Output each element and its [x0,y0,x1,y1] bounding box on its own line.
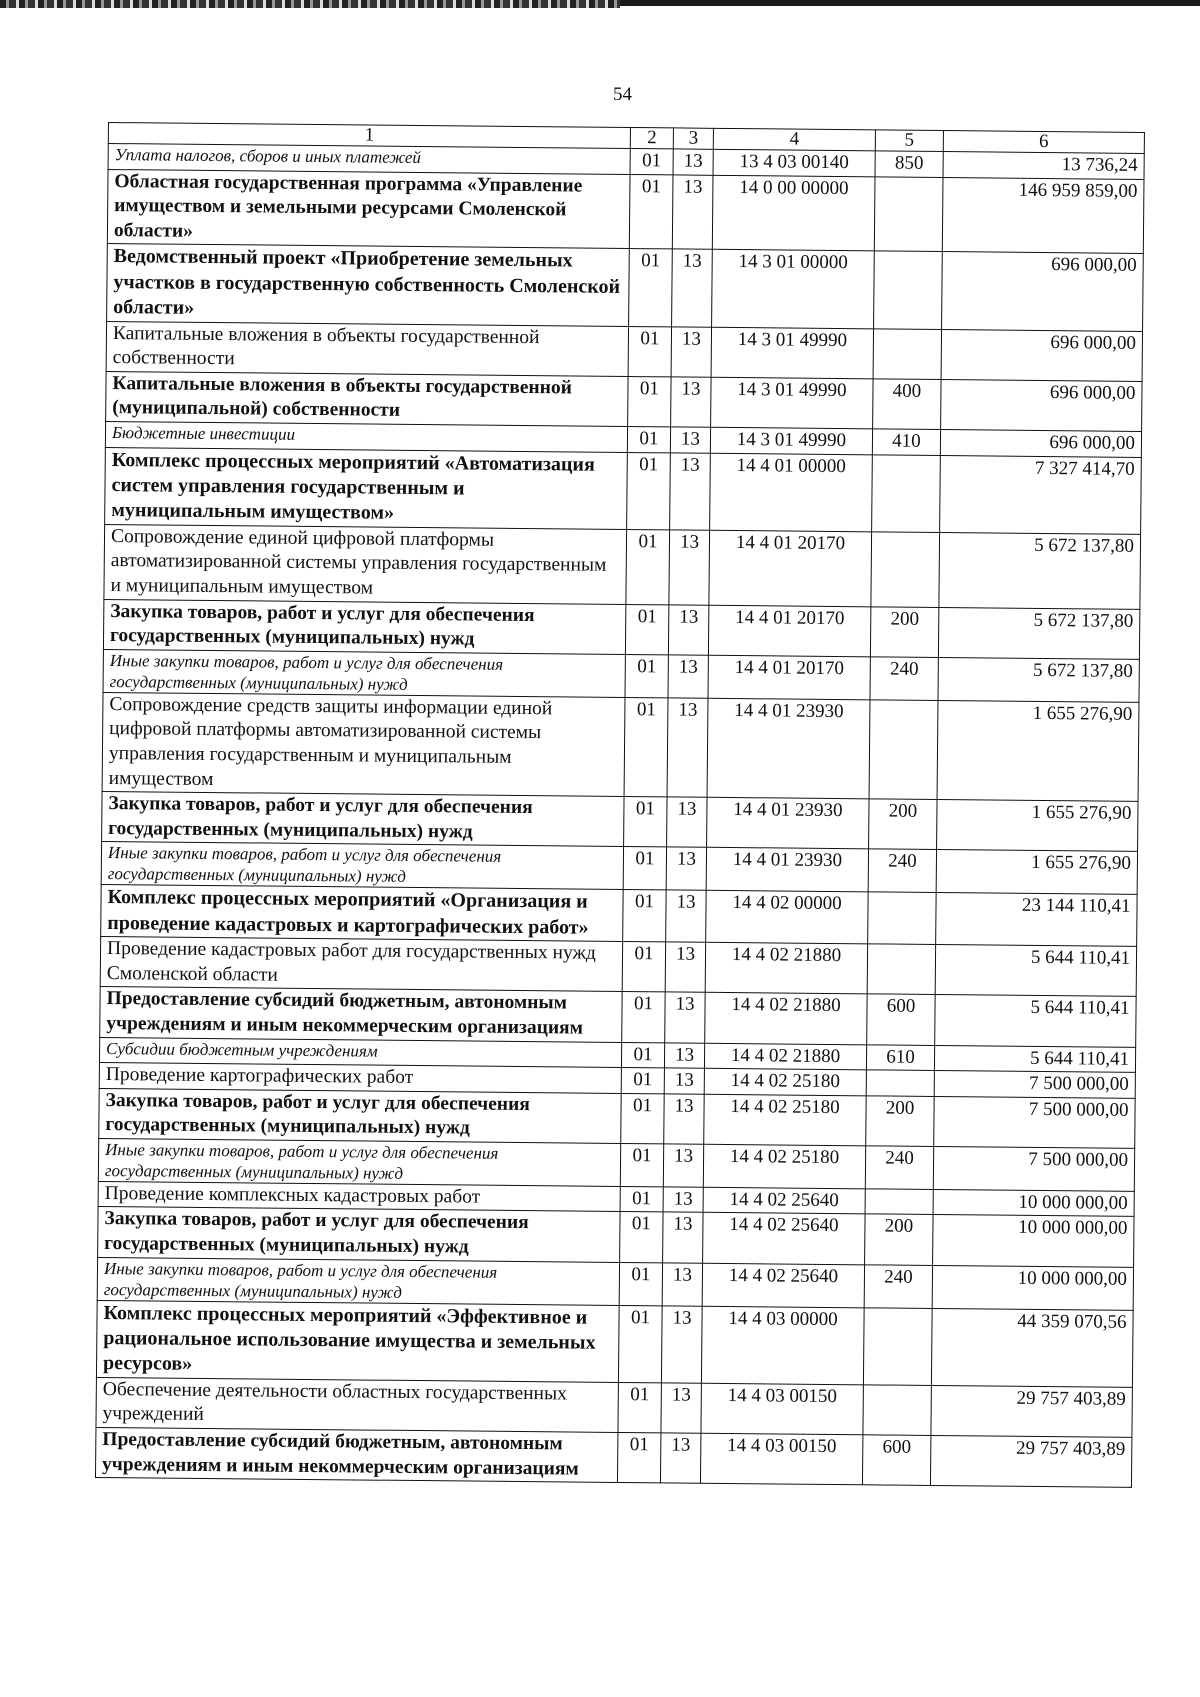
row-target-article-code: 14 4 01 20170 [708,605,870,657]
row-amount: 5 644 110,41 [935,995,1136,1047]
table-body [95,144,1144,1488]
table-row [102,792,1138,852]
row-expense-type-code: 240 [868,849,936,893]
row-target-article-code: 14 4 03 00000 [701,1306,864,1385]
row-expense-type-code: 400 [873,379,941,430]
table-row [106,371,1142,431]
row-section-code: 01 [617,1433,660,1484]
row-name: Иные закупки товаров, работ и услуг для обеспечения государственных (муниципальных) нужд [103,649,625,697]
row-expense-type-code [874,176,943,251]
row-subsection-code: 13 [672,249,713,327]
row-expense-type-code [874,251,943,329]
row-target-article-code: 14 3 01 49990 [711,327,873,379]
row-name: Предоставление субсидий бюджетным, автономным учреждениям и иным некоммерческим организациям [95,1428,617,1483]
row-name: Комплекс процессных мероприятий «Организация и проведение кадастровых и картографических работ» [101,885,623,942]
row-subsection-code: 13 [667,698,708,798]
row-amount: 10 000 000,00 [933,1215,1134,1267]
row-amount: 1 655 276,90 [936,850,1137,895]
row-name: Субсидии бюджетным учреждениям [99,1037,621,1068]
row-name: Комплекс процессных мероприятий «Эффективное и рациональное использование имущества и земельных ресурсов» [96,1300,619,1382]
row-subsection-code: 13 [664,1068,704,1094]
row-expense-type-code: 850 [875,151,943,177]
row-section-code: 01 [622,992,665,1043]
row-amount: 5 644 110,41 [934,1045,1135,1073]
row-subsection-code: 13 [667,797,707,848]
row-section-code: 01 [618,1382,661,1433]
row-name: Закупка товаров, работ и услуг для обеспечения государственных (муниципальных) нужд [102,792,624,847]
row-amount: 7 500 000,00 [934,1096,1135,1148]
row-name: Предоставление субсидий бюджетным, автономным учреждениям и иным некоммерческим организациям [100,987,622,1042]
row-section-code: 01 [620,1212,663,1263]
row-name: Бюджетные инвестиции [105,421,627,452]
row-section-code: 01 [630,149,673,175]
row-subsection-code: 13 [661,1306,702,1384]
row-target-article-code: 14 4 02 25180 [703,1144,865,1189]
budget-table [95,122,1145,1488]
row-target-article-code: 14 4 03 00150 [701,1383,863,1435]
row-subsection-code: 13 [666,847,706,890]
row-subsection-code: 13 [665,942,705,993]
row-amount: 696 000,00 [941,329,1142,381]
table-row [100,987,1136,1047]
row-name: Закупка товаров, работ и услуг для обеспечения государственных (муниципальных) нужд [98,1207,620,1262]
row-name: Сопровождение средств защиты информации единой цифровой платформы автоматизированной системы управления государственным и муниципальным имуществом [102,692,625,796]
table-row [96,1300,1133,1387]
row-section-code: 01 [621,1093,664,1144]
row-target-article-code: 14 4 01 00000 [710,453,873,532]
row-amount: 7 500 000,00 [934,1071,1135,1099]
row-subsection-code: 13 [670,452,711,530]
row-amount: 696 000,00 [942,252,1144,331]
row-target-article-code: 14 4 02 21880 [705,993,867,1045]
row-section-code: 01 [625,654,668,697]
row-target-article-code: 14 4 02 25640 [702,1263,864,1308]
row-target-article-code: 14 4 01 23930 [707,698,870,799]
row-section-code: 01 [622,942,665,993]
row-expense-type-code [869,700,938,800]
table-row [105,447,1142,534]
row-section-code: 01 [620,1143,663,1186]
row-amount: 7 327 414,70 [940,455,1142,534]
row-target-article-code: 14 4 02 25180 [704,1068,866,1095]
row-section-code: 01 [624,797,667,848]
row-name: Проведение комплексных кадастровых работ [98,1181,620,1212]
row-name: Закупка товаров, работ и услуг для обеспечения государственных (муниципальных) нужд [103,599,625,654]
row-name: Закупка товаров, работ и услуг для обеспечения государственных (муниципальных) нужд [99,1088,621,1143]
row-expense-type-code [863,1307,932,1385]
row-section-code: 01 [619,1262,662,1305]
row-expense-type-code [867,944,935,995]
row-expense-type-code: 600 [862,1435,930,1486]
row-expense-type-code [872,454,941,532]
row-target-article-code: 14 4 02 25180 [704,1094,866,1146]
row-subsection-code: 13 [669,530,710,605]
table-row [99,1088,1135,1148]
table-row [100,937,1136,997]
row-name: Капитальные вложения в объекты государственной собственности [106,321,628,376]
row-expense-type-code: 610 [866,1044,934,1070]
row-name: Проведение картографических работ [99,1063,621,1094]
row-target-article-code: 14 4 01 23930 [706,848,868,893]
row-amount: 146 959 859,00 [942,177,1144,254]
row-name: Иные закупки товаров, работ и услуг для обеспечения государственных (муниципальных) нужд [101,842,623,890]
row-amount: 696 000,00 [941,379,1142,431]
row-section-code: 01 [627,452,671,530]
row-expense-type-code [871,532,940,607]
row-expense-type-code: 200 [865,1214,933,1265]
table-row [95,1428,1131,1488]
row-amount: 696 000,00 [940,429,1141,457]
table-row [98,1207,1134,1267]
row-amount: 10 000 000,00 [932,1265,1133,1310]
row-name: Комплекс процессных мероприятий «Автоматизация систем управления государственным и муниципальным имуществом» [105,447,628,529]
table-row [101,885,1137,947]
row-target-article-code: 14 4 02 00000 [706,891,868,944]
row-subsection-code: 13 [663,1144,703,1187]
row-expense-type-code: 200 [870,606,938,657]
scan-edge-artifact [620,0,1200,6]
table-row [103,599,1139,659]
row-section-code: 01 [620,1186,663,1212]
row-name: Иные закупки товаров, работ и услуг для обеспечения государственных (муниципальных) нужд [97,1257,619,1305]
row-subsection-code: 13 [668,604,708,655]
row-name: Сопровождение единой цифровой платформы автоматизированной системы управления государственным и муниципальным имуществом [104,524,627,604]
row-section-code: 01 [628,326,671,377]
row-target-article-code: 14 3 01 49990 [710,427,872,454]
row-section-code: 01 [618,1305,662,1383]
row-expense-type-code: 600 [867,994,935,1045]
row-amount: 1 655 276,90 [937,800,1138,852]
row-expense-type-code: 240 [870,657,938,701]
row-name: Обеспечение деятельности областных государственных учреждений [96,1377,618,1432]
row-name: Уплата налогов, сборов и иных платежей [108,144,630,175]
row-target-article-code: 14 3 01 00000 [712,250,875,329]
row-amount: 13 736,24 [943,152,1144,180]
row-section-code: 01 [628,376,671,427]
row-amount: 44 359 070,56 [931,1308,1133,1387]
row-section-code: 01 [621,1068,664,1094]
row-expense-type-code: 240 [864,1264,932,1308]
row-subsection-code: 13 [663,1187,703,1213]
row-target-article-code: 14 4 02 21880 [705,942,867,994]
row-section-code: 01 [621,1042,664,1068]
row-amount: 7 500 000,00 [933,1146,1134,1191]
row-subsection-code: 13 [663,1212,703,1263]
header-col-4: 4 [713,128,875,151]
row-subsection-code: 13 [671,327,711,378]
row-expense-type-code [873,328,941,379]
row-section-code: 01 [625,604,668,655]
row-amount: 10 000 000,00 [933,1189,1134,1217]
row-subsection-code: 13 [672,175,713,250]
row-name: Областная государственная программа «Управление имуществом и земельными ресурсами Смоленской области» [107,169,630,249]
row-expense-type-code: 240 [865,1146,933,1190]
row-section-code: 01 [627,426,670,452]
row-expense-type-code: 200 [866,1096,934,1147]
row-expense-type-code [863,1385,931,1436]
row-name: Иные закупки товаров, работ и услуг для обеспечения государственных (муниципальных) нужд [98,1138,620,1186]
row-subsection-code: 13 [661,1383,701,1434]
row-name: Проведение кадастровых работ для государственных нужд Смоленской области [100,937,622,992]
page-number: 54 [613,84,632,105]
row-section-code: 01 [626,529,670,604]
row-amount: 29 757 403,89 [930,1436,1131,1488]
row-expense-type-code [865,1189,933,1215]
row-expense-type-code: 410 [872,429,940,455]
scan-edge-artifact [0,0,620,8]
row-expense-type-code [868,892,936,944]
row-expense-type-code: 200 [869,799,937,850]
header-col-1: 1 [108,123,630,149]
row-amount: 5 672 137,80 [939,532,1141,609]
row-section-code: 01 [629,249,673,327]
row-amount: 23 144 110,41 [936,893,1137,947]
row-expense-type-code [866,1070,934,1096]
table-row [107,244,1144,331]
header-col-6: 6 [943,131,1144,154]
row-subsection-code: 13 [670,427,710,453]
row-subsection-code: 13 [666,890,706,942]
row-section-code: 01 [629,174,673,249]
row-target-article-code: 14 4 03 00150 [700,1433,862,1485]
row-name: Ведомственный проект «Приобретение земельных участков в государственную собственность Смоленской области» [107,244,630,326]
row-amount: 5 644 110,41 [935,945,1136,997]
row-target-article-code: 13 4 03 00140 [713,149,875,176]
header-col-5: 5 [875,130,943,152]
row-subsection-code: 13 [673,149,713,175]
row-subsection-code: 13 [665,992,705,1043]
row-subsection-code: 13 [668,655,708,698]
header-col-2: 2 [630,128,673,149]
row-name: Капитальные вложения в объекты государственной (муниципальной) собственности [106,371,628,426]
row-target-article-code: 14 0 00 00000 [712,175,875,251]
row-amount: 5 672 137,80 [938,607,1139,659]
row-subsection-code: 13 [664,1094,704,1145]
row-section-code: 01 [623,847,666,890]
row-amount: 5 672 137,80 [938,657,1139,702]
row-target-article-code: 14 4 02 25640 [703,1187,865,1214]
table-row [104,524,1141,609]
row-target-article-code: 14 4 01 20170 [709,530,872,606]
row-subsection-code: 13 [662,1263,702,1306]
row-section-code: 01 [624,697,668,797]
row-target-article-code: 14 3 01 49990 [711,377,873,429]
row-target-article-code: 14 4 01 23930 [707,797,869,849]
row-section-code: 01 [623,890,666,942]
row-amount: 29 757 403,89 [931,1385,1132,1437]
row-target-article-code: 14 4 01 20170 [708,655,870,700]
row-subsection-code: 13 [660,1433,700,1484]
row-subsection-code: 13 [664,1042,704,1068]
row-subsection-code: 13 [671,377,711,428]
table-row [107,169,1144,254]
row-target-article-code: 14 4 02 21880 [704,1043,866,1070]
table-row [102,692,1139,801]
row-amount: 1 655 276,90 [937,700,1139,801]
header-col-3: 3 [673,128,713,149]
row-target-article-code: 14 4 02 25640 [703,1213,865,1265]
